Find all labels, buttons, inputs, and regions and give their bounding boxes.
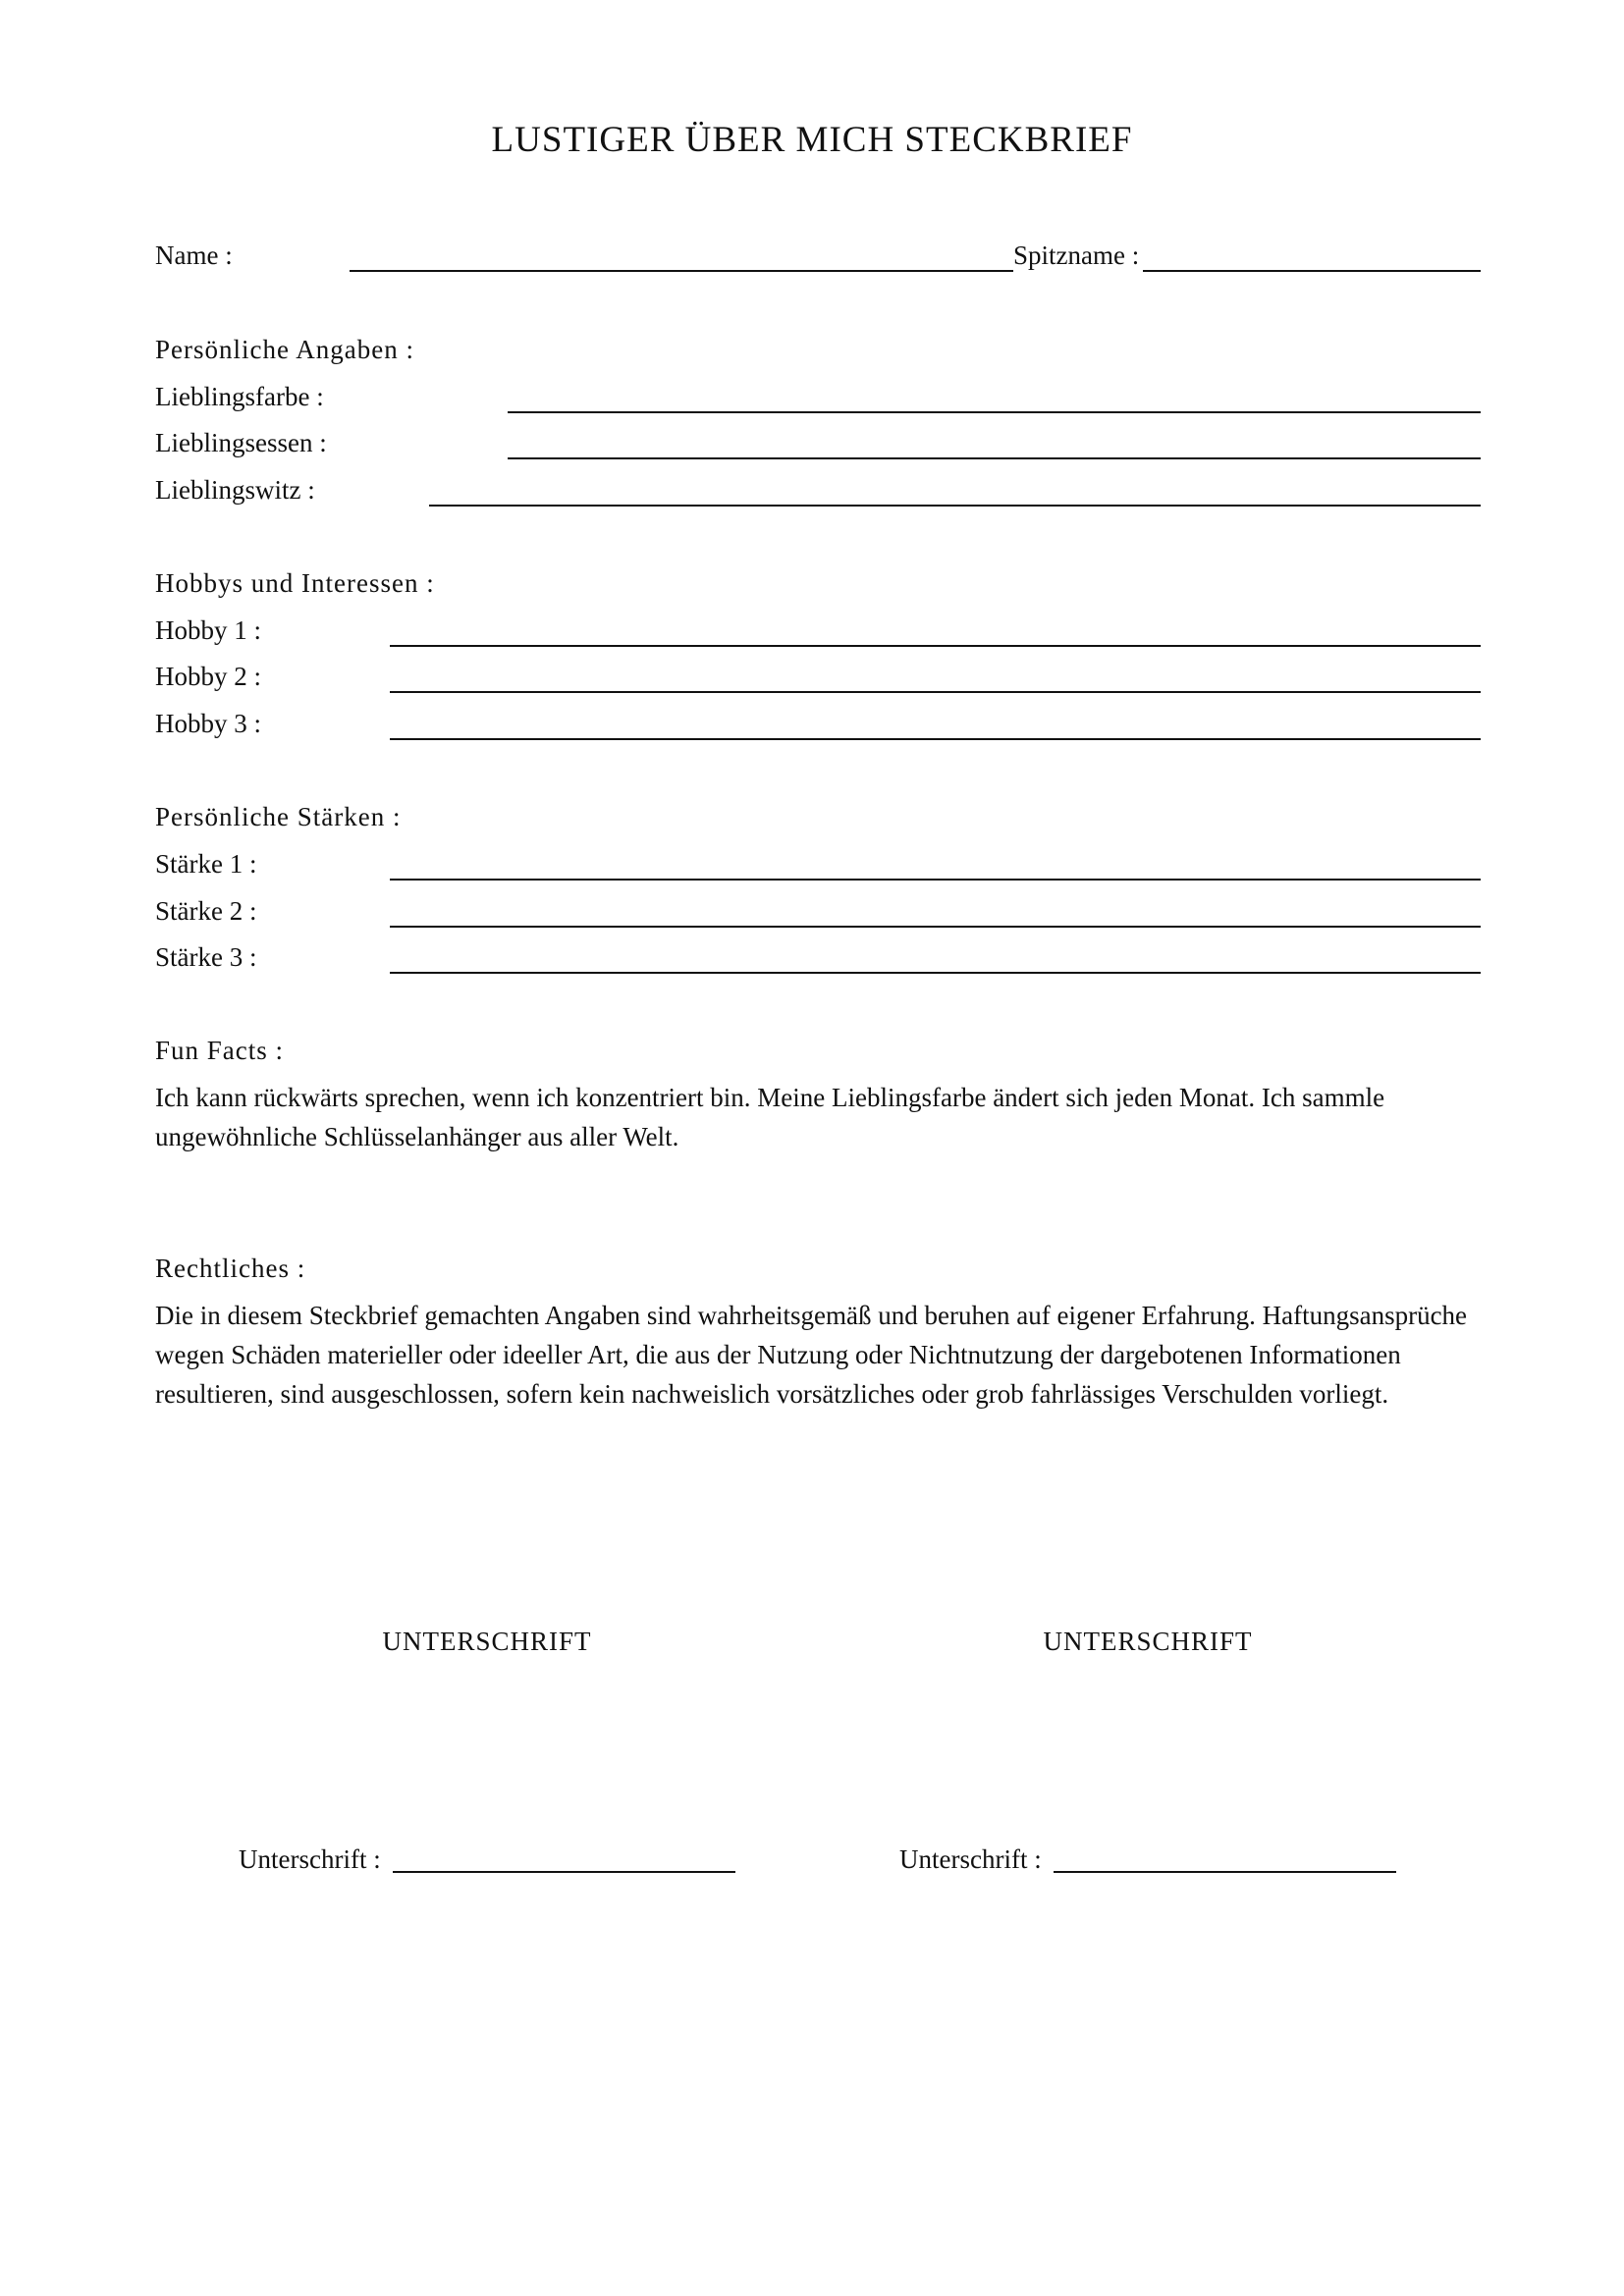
- hobby-3-label: Hobby 3 :: [155, 709, 261, 738]
- favorite-food-label: Lieblingsessen :: [155, 428, 327, 457]
- favorite-joke-label: Lieblingswitz :: [155, 475, 315, 505]
- legal-text: Die in diesem Steckbrief gemachten Angaben sind wahrheitsgemäß und beruhen auf eigener Erfahrung. Haftungsansprüche wegen Schäden materieller oder ideeller Art, die aus der Nutzung oder Nichtnutzung der dargebotenen Informationen resultieren, sind ausgeschlossen, sofern kein nachweislich vorsätzliches oder grob fahrlässiges Verschulden vorliegt.: [155, 1301, 1468, 1409]
- hobby-2-field[interactable]: [390, 691, 1481, 693]
- page-title: LUSTIGER ÜBER MICH STECKBRIEF: [491, 120, 1133, 160]
- signature-label-right: Unterschrift :: [899, 1844, 1042, 1874]
- nickname-label: Spitzname :: [1013, 238, 1143, 273]
- favorite-color-field[interactable]: [508, 411, 1481, 413]
- hobby-1-field[interactable]: [390, 645, 1481, 647]
- strength-1-label: Stärke 1 :: [155, 849, 257, 879]
- strengths-heading: Persönliche Stärken :: [155, 802, 402, 831]
- legal-heading: Rechtliches :: [155, 1254, 306, 1283]
- strength-1-field[interactable]: [390, 879, 1481, 881]
- hobby-2-label: Hobby 2 :: [155, 662, 261, 691]
- signature-label-left: Unterschrift :: [239, 1844, 381, 1874]
- hobbies-heading: Hobbys und Interessen :: [155, 568, 435, 598]
- signature-field-left[interactable]: [393, 1871, 735, 1873]
- favorite-food-field[interactable]: [508, 457, 1481, 459]
- name-label: Name :: [155, 240, 233, 270]
- strength-2-field[interactable]: [390, 926, 1481, 928]
- strength-2-label: Stärke 2 :: [155, 896, 257, 926]
- personal-heading: Persönliche Angaben :: [155, 335, 414, 364]
- signature-title-right: UNTERSCHRIFT: [1043, 1627, 1253, 1656]
- fun-facts-text: Ich kann rückwärts sprechen, wenn ich konzentriert bin. Meine Lieblingsfarbe ändert sich jeden Monat. Ich sammle ungewöhnliche Schlüsselanhänger aus aller Welt.: [155, 1083, 1385, 1151]
- signature-title-left: UNTERSCHRIFT: [382, 1627, 592, 1656]
- signature-field-right[interactable]: [1054, 1871, 1396, 1873]
- fun-facts-heading: Fun Facts :: [155, 1036, 285, 1065]
- strength-3-label: Stärke 3 :: [155, 942, 257, 972]
- hobby-1-label: Hobby 1 :: [155, 615, 261, 645]
- strength-3-field[interactable]: [390, 972, 1481, 974]
- name-field[interactable]: [350, 270, 1481, 272]
- hobby-3-field[interactable]: [390, 738, 1481, 740]
- favorite-color-label: Lieblingsfarbe :: [155, 382, 324, 411]
- favorite-joke-field[interactable]: [429, 505, 1481, 507]
